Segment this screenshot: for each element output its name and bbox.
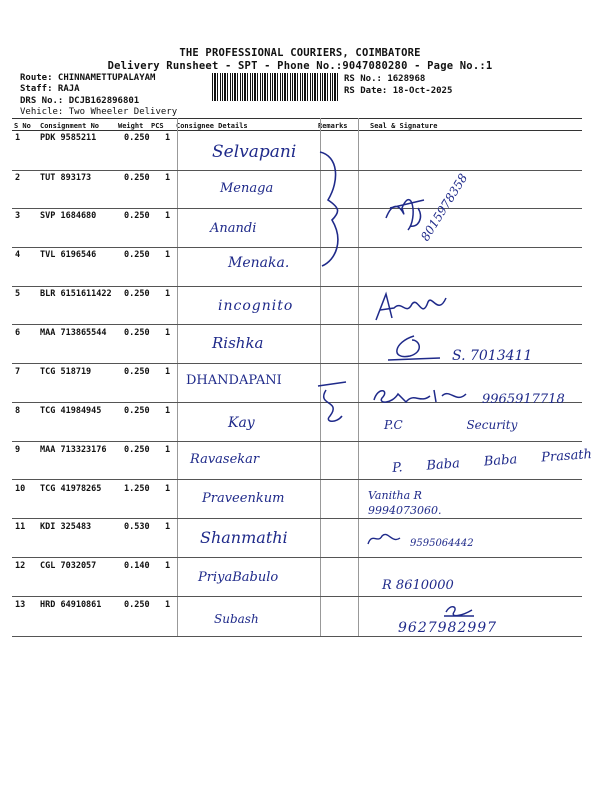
row-weight: 0.140 (124, 561, 150, 571)
drs-label: DRS No.: DCJB162896801 (20, 96, 140, 106)
rs-number: RS No.: 1628968 (344, 74, 426, 84)
row-rule (12, 596, 582, 597)
row-pcs: 1 (165, 211, 171, 221)
row-rule (12, 286, 582, 287)
seal-handwritten: P. Baba Baba Prasath (391, 447, 593, 476)
col-sno: S No (14, 122, 31, 130)
col-consignment: Consignment No (40, 122, 100, 130)
vehicle-label: Vehicle: Two Wheeler Delivery (20, 107, 178, 117)
row-consignee-handwritten: PriyaBabulo (198, 570, 279, 585)
row-sno: 6 (15, 328, 21, 338)
company-title: THE PROFESSIONAL COURIERS, COIMBATORE (179, 47, 421, 59)
row-consignment: BLR 6151611422 (40, 289, 112, 299)
row-consignee-handwritten: Menaga (220, 181, 274, 196)
row-rule (12, 636, 582, 637)
row-rule (12, 170, 582, 171)
col-seal: Seal & Signature (370, 122, 438, 130)
seal-phone-handwritten: S. 7013411 (452, 348, 533, 364)
row-weight: 1.250 (124, 484, 150, 494)
row-pcs: 1 (165, 367, 171, 377)
signature-scribble (372, 290, 452, 326)
table-header-rule (12, 130, 582, 131)
signature-scribble (370, 384, 480, 408)
row-consignment: HRD 64910861 (40, 600, 102, 610)
row-consignee-handwritten: Rishka (212, 334, 264, 352)
bracket-mark (310, 150, 350, 270)
remarks-scribble (312, 376, 352, 426)
row-weight: 0.250 (124, 211, 150, 221)
row-sno: 11 (15, 522, 26, 532)
seal-handwritten: P.C Security (384, 418, 518, 432)
row-pcs: 1 (165, 484, 171, 494)
row-rule (12, 518, 582, 519)
row-consignment: MAA 713323176 (40, 445, 107, 455)
signature-scribble (384, 332, 444, 364)
seal-handwritten: R 8610000 (382, 578, 454, 593)
row-consignee-handwritten: Shanmathi (200, 528, 288, 547)
row-sno: 1 (15, 133, 21, 143)
row-weight: 0.250 (124, 367, 150, 377)
row-consignee-handwritten: incognito (218, 298, 294, 314)
row-sno: 4 (15, 250, 21, 260)
row-weight: 0.530 (124, 522, 150, 532)
row-consignee-handwritten: Kay (228, 415, 255, 431)
row-rule (12, 441, 582, 442)
row-sno: 8 (15, 406, 21, 416)
route-label: Route: CHINNAMETTUPALAYAM (20, 73, 156, 83)
row-sno: 13 (15, 600, 26, 610)
row-sno: 2 (15, 173, 21, 183)
row-consignment: TCG 518719 (40, 367, 92, 377)
row-weight: 0.250 (124, 250, 150, 260)
row-pcs: 1 (165, 328, 171, 338)
row-sno: 5 (15, 289, 21, 299)
row-pcs: 1 (165, 250, 171, 260)
row-pcs: 1 (165, 600, 171, 610)
col-weight: Weight (118, 122, 144, 130)
row-pcs: 1 (165, 561, 171, 571)
row-weight: 0.250 (124, 289, 150, 299)
row-rule (12, 479, 582, 480)
row-consignee-handwritten: DHANDAPANI (186, 373, 282, 388)
row-consignee-handwritten: Subash (214, 612, 259, 626)
col-pcs: PCS (151, 122, 164, 130)
row-weight: 0.250 (124, 445, 150, 455)
col-remarks: Remarks (318, 122, 348, 130)
row-consignment: PDK 9585211 (40, 133, 97, 143)
row-consignment: SVP 1684680 (40, 211, 97, 221)
seal-phone-handwritten: 9965917718 (482, 392, 565, 407)
row-consignee-handwritten: Menaka. (228, 255, 290, 271)
row-weight: 0.250 (124, 600, 150, 610)
signature-scribble (366, 530, 406, 548)
row-weight: 0.250 (124, 328, 150, 338)
row-consignment: TCG 41978265 (40, 484, 102, 494)
col-divider (177, 118, 178, 636)
row-consignment: TUT 893173 (40, 173, 92, 183)
row-sno: 12 (15, 561, 26, 571)
row-consignee-handwritten: Praveenkum (202, 491, 285, 506)
row-weight: 0.250 (124, 406, 150, 416)
row-rule (12, 324, 582, 325)
rs-date: RS Date: 18-Oct-2025 (344, 86, 453, 96)
col-divider (358, 118, 359, 636)
row-consignment: TCG 41984945 (40, 406, 102, 416)
barcode (212, 73, 338, 101)
seal-handwritten: Vanitha R 9994073060. (368, 489, 442, 517)
row-pcs: 1 (165, 522, 171, 532)
row-sno: 9 (15, 445, 21, 455)
row-sno: 7 (15, 367, 21, 377)
seal-phone-handwritten: 8015978358 (418, 171, 471, 244)
row-consignment: TVL 6196546 (40, 250, 97, 260)
row-sno: 3 (15, 211, 21, 221)
row-weight: 0.250 (124, 133, 150, 143)
row-pcs: 1 (165, 445, 171, 455)
row-weight: 0.250 (124, 173, 150, 183)
row-consignee-handwritten: Selvapani (212, 142, 297, 162)
row-pcs: 1 (165, 406, 171, 416)
seal-phone-handwritten: 9627982997 (398, 620, 498, 636)
row-consignment: CGL 7032057 (40, 561, 97, 571)
row-rule (12, 557, 582, 558)
col-consignee: Consignee Details (176, 122, 248, 130)
runsheet-subtitle: Delivery Runsheet - SPT - Phone No.:9047080280 - Page No.:1 (107, 60, 493, 72)
signature-scribble (442, 602, 476, 620)
seal-phone-handwritten: 9595064442 (410, 538, 474, 549)
row-sno: 10 (15, 484, 26, 494)
row-pcs: 1 (165, 289, 171, 299)
row-consignee-handwritten: Anandi (210, 221, 257, 236)
row-consignment: KDI 325483 (40, 522, 92, 532)
row-consignee-handwritten: Ravasekar (190, 452, 260, 467)
row-pcs: 1 (165, 173, 171, 183)
staff-label: Staff: RAJA (20, 84, 80, 94)
table-top-rule (12, 118, 582, 119)
row-pcs: 1 (165, 133, 171, 143)
row-consignment: MAA 713865544 (40, 328, 107, 338)
